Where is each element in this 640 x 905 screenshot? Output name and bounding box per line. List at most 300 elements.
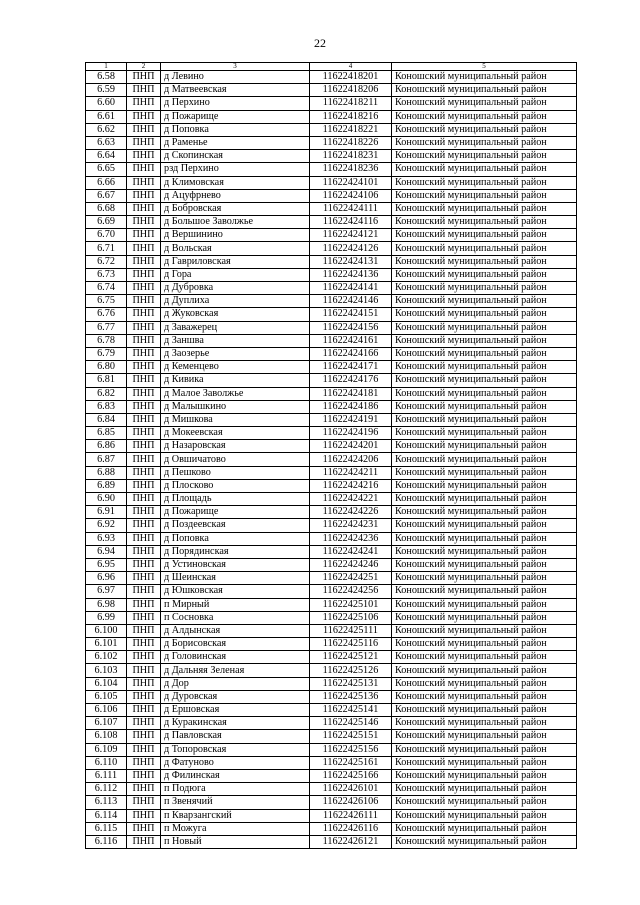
settlement-name-cell: д Перхино (161, 97, 310, 110)
row-number-cell: 6.89 (86, 479, 127, 492)
oktmo-code-cell: 11622424106 (310, 189, 392, 202)
settlement-type-code-cell: ПНП (127, 796, 161, 809)
settlement-name-cell: п Мирный (161, 598, 310, 611)
table-row (86, 282, 577, 295)
settlement-name-cell: рзд Перхино (161, 163, 310, 176)
row-number-cell: 6.114 (86, 809, 127, 822)
settlement-name-cell: д Дуровская (161, 690, 310, 703)
district-name-cell: Коношский муниципальный район (392, 163, 577, 176)
table-header (86, 63, 577, 71)
settlement-type-code-cell: ПНП (127, 202, 161, 215)
header-col-2: 2 (127, 63, 161, 71)
district-name-cell: Коношский муниципальный район (392, 387, 577, 400)
district-name-cell: Коношский муниципальный район (392, 796, 577, 809)
row-number-cell: 6.81 (86, 374, 127, 387)
settlement-type-code-cell: ПНП (127, 136, 161, 149)
settlement-type-code-cell: ПНП (127, 690, 161, 703)
row-number-cell: 6.113 (86, 796, 127, 809)
oktmo-code-cell: 11622425101 (310, 598, 392, 611)
oktmo-code-cell: 11622424256 (310, 585, 392, 598)
settlement-type-code-cell: ПНП (127, 97, 161, 110)
row-number-cell: 6.93 (86, 532, 127, 545)
district-name-cell: Коношский муниципальный район (392, 123, 577, 136)
table-row (86, 651, 577, 664)
row-number-cell: 6.96 (86, 572, 127, 585)
table-row (86, 427, 577, 440)
table-row (86, 216, 577, 229)
table-row (86, 202, 577, 215)
oktmo-code-cell: 11622425106 (310, 611, 392, 624)
oktmo-code-cell: 11622425161 (310, 756, 392, 769)
row-number-cell: 6.94 (86, 545, 127, 558)
settlement-type-code-cell: ПНП (127, 598, 161, 611)
header-col-3: 3 (161, 63, 310, 71)
table-row (86, 835, 577, 848)
district-name-cell: Коношский муниципальный район (392, 189, 577, 202)
row-number-cell: 6.97 (86, 585, 127, 598)
row-number-cell: 6.111 (86, 769, 127, 782)
settlement-name-cell: д Левино (161, 71, 310, 84)
table-row (86, 361, 577, 374)
district-name-cell: Коношский муниципальный район (392, 216, 577, 229)
settlement-name-cell: д Павловская (161, 730, 310, 743)
oktmo-code-cell: 11622418226 (310, 136, 392, 149)
settlement-name-cell: д Вершинино (161, 229, 310, 242)
settlement-type-code-cell: ПНП (127, 71, 161, 84)
table-row (86, 717, 577, 730)
settlement-type-code-cell: ПНП (127, 769, 161, 782)
row-number-cell: 6.107 (86, 717, 127, 730)
district-name-cell: Коношский муниципальный район (392, 493, 577, 506)
table-row (86, 110, 577, 123)
table-row (86, 677, 577, 690)
row-number-cell: 6.99 (86, 611, 127, 624)
table-row (86, 176, 577, 189)
settlement-type-code-cell: ПНП (127, 268, 161, 281)
table-row (86, 506, 577, 519)
row-number-cell: 6.105 (86, 690, 127, 703)
settlement-name-cell: д Малышкино (161, 400, 310, 413)
settlement-type-code-cell: ПНП (127, 704, 161, 717)
settlement-type-code-cell: ПНП (127, 809, 161, 822)
settlement-name-cell: д Большое Заволжье (161, 216, 310, 229)
settlement-type-code-cell: ПНП (127, 664, 161, 677)
header-col-4: 4 (310, 63, 392, 71)
settlement-name-cell: д Кивика (161, 374, 310, 387)
district-name-cell: Коношский муниципальный район (392, 321, 577, 334)
settlement-type-code-cell: ПНП (127, 677, 161, 690)
settlement-name-cell: п Новый (161, 835, 310, 848)
settlement-type-code-cell: ПНП (127, 189, 161, 202)
row-number-cell: 6.84 (86, 413, 127, 426)
settlement-type-code-cell: ПНП (127, 374, 161, 387)
table-row (86, 123, 577, 136)
district-name-cell: Коношский муниципальный район (392, 677, 577, 690)
district-name-cell: Коношский муниципальный район (392, 427, 577, 440)
settlement-type-code-cell: ПНП (127, 519, 161, 532)
oktmo-code-cell: 11622418206 (310, 84, 392, 97)
settlement-type-code-cell: ПНП (127, 163, 161, 176)
oktmo-code-cell: 11622418211 (310, 97, 392, 110)
settlement-type-code-cell: ПНП (127, 835, 161, 848)
settlement-name-cell: д Площадь (161, 493, 310, 506)
oktmo-code-cell: 11622424196 (310, 427, 392, 440)
settlement-name-cell: д Малое Заволжье (161, 387, 310, 400)
district-name-cell: Коношский муниципальный район (392, 202, 577, 215)
oktmo-code-cell: 11622424121 (310, 229, 392, 242)
table-row (86, 229, 577, 242)
row-number-cell: 6.112 (86, 783, 127, 796)
oktmo-code-cell: 11622424186 (310, 400, 392, 413)
district-name-cell: Коношский муниципальный район (392, 347, 577, 360)
table-row (86, 572, 577, 585)
settlement-name-cell: д Поздеевская (161, 519, 310, 532)
oktmo-code-cell: 11622425126 (310, 664, 392, 677)
table-row (86, 163, 577, 176)
settlement-name-cell: д Плосково (161, 479, 310, 492)
table-row (86, 150, 577, 163)
settlement-type-code-cell: ПНП (127, 361, 161, 374)
settlement-name-cell: д Назаровская (161, 440, 310, 453)
settlement-type-code-cell: ПНП (127, 150, 161, 163)
settlement-name-cell: д Топоровская (161, 743, 310, 756)
oktmo-code-cell: 11622424251 (310, 572, 392, 585)
settlement-type-code-cell: ПНП (127, 84, 161, 97)
district-name-cell: Коношский муниципальный район (392, 413, 577, 426)
row-number-cell: 6.88 (86, 466, 127, 479)
table-row (86, 690, 577, 703)
row-number-cell: 6.64 (86, 150, 127, 163)
oktmo-code-cell: 11622424181 (310, 387, 392, 400)
district-name-cell: Коношский муниципальный район (392, 822, 577, 835)
oktmo-code-cell: 11622426101 (310, 783, 392, 796)
settlement-name-cell: д Раменье (161, 136, 310, 149)
settlement-name-cell: д Ершовская (161, 704, 310, 717)
oktmo-code-cell: 11622425111 (310, 624, 392, 637)
header-row (86, 63, 577, 71)
district-name-cell: Коношский муниципальный район (392, 466, 577, 479)
settlement-name-cell: д Овшичатово (161, 453, 310, 466)
row-number-cell: 6.100 (86, 624, 127, 637)
oktmo-code-cell: 11622425146 (310, 717, 392, 730)
oktmo-code-cell: 11622424201 (310, 440, 392, 453)
row-number-cell: 6.65 (86, 163, 127, 176)
district-name-cell: Коношский муниципальный район (392, 453, 577, 466)
settlement-type-code-cell: ПНП (127, 506, 161, 519)
district-name-cell: Коношский муниципальный район (392, 717, 577, 730)
settlement-type-code-cell: ПНП (127, 110, 161, 123)
row-number-cell: 6.67 (86, 189, 127, 202)
district-name-cell: Коношский муниципальный район (392, 84, 577, 97)
table-row (86, 440, 577, 453)
table-row (86, 598, 577, 611)
oktmo-code-cell: 11622424206 (310, 453, 392, 466)
table-row (86, 479, 577, 492)
settlement-type-code-cell: ПНП (127, 783, 161, 796)
settlement-type-code-cell: ПНП (127, 440, 161, 453)
row-number-cell: 6.108 (86, 730, 127, 743)
oktmo-code-cell: 11622424156 (310, 321, 392, 334)
settlement-name-cell: д Борисовская (161, 638, 310, 651)
table-row (86, 374, 577, 387)
settlement-name-cell: д Дор (161, 677, 310, 690)
header-col-1: 1 (86, 63, 127, 71)
settlement-name-cell: д Бобровская (161, 202, 310, 215)
oktmo-code-cell: 11622424141 (310, 282, 392, 295)
district-name-cell: Коношский муниципальный район (392, 783, 577, 796)
row-number-cell: 6.63 (86, 136, 127, 149)
settlement-name-cell: д Дуплиха (161, 295, 310, 308)
table-row (86, 532, 577, 545)
district-name-cell: Коношский муниципальный район (392, 743, 577, 756)
oktmo-code-cell: 11622424136 (310, 268, 392, 281)
settlement-name-cell: д Фатуново (161, 756, 310, 769)
district-name-cell: Коношский муниципальный район (392, 611, 577, 624)
settlement-name-cell: д Вольская (161, 242, 310, 255)
table-row (86, 638, 577, 651)
district-name-cell: Коношский муниципальный район (392, 545, 577, 558)
row-number-cell: 6.61 (86, 110, 127, 123)
settlement-name-cell: д Заншва (161, 334, 310, 347)
settlement-type-code-cell: ПНП (127, 743, 161, 756)
settlement-type-code-cell: ПНП (127, 321, 161, 334)
table-row (86, 268, 577, 281)
district-name-cell: Коношский муниципальный район (392, 638, 577, 651)
table-row (86, 334, 577, 347)
row-number-cell: 6.106 (86, 704, 127, 717)
oktmo-code-cell: 11622425141 (310, 704, 392, 717)
oktmo-code-cell: 11622424166 (310, 347, 392, 360)
settlement-name-cell: д Заважерец (161, 321, 310, 334)
oktmo-code-cell: 11622424151 (310, 308, 392, 321)
table-row (86, 769, 577, 782)
settlement-name-cell: д Гавриловская (161, 255, 310, 268)
table-row (86, 664, 577, 677)
settlement-name-cell: д Устиновская (161, 558, 310, 571)
settlement-type-code-cell: ПНП (127, 572, 161, 585)
settlement-name-cell: д Матвеевская (161, 84, 310, 97)
row-number-cell: 6.109 (86, 743, 127, 756)
settlement-type-code-cell: ПНП (127, 493, 161, 506)
table-row (86, 822, 577, 835)
table-row (86, 558, 577, 571)
district-name-cell: Коношский муниципальный район (392, 624, 577, 637)
settlement-type-code-cell: ПНП (127, 466, 161, 479)
district-name-cell: Коношский муниципальный район (392, 308, 577, 321)
oktmo-code-cell: 11622426121 (310, 835, 392, 848)
settlement-type-code-cell: ПНП (127, 347, 161, 360)
table-row (86, 321, 577, 334)
settlement-type-code-cell: ПНП (127, 532, 161, 545)
settlement-name-cell: п Можуга (161, 822, 310, 835)
oktmo-code-cell: 11622426116 (310, 822, 392, 835)
row-number-cell: 6.101 (86, 638, 127, 651)
row-number-cell: 6.76 (86, 308, 127, 321)
settlement-type-code-cell: ПНП (127, 123, 161, 136)
oktmo-code-cell: 11622424221 (310, 493, 392, 506)
oktmo-code-cell: 11622424241 (310, 545, 392, 558)
oktmo-code-cell: 11622424161 (310, 334, 392, 347)
row-number-cell: 6.79 (86, 347, 127, 360)
row-number-cell: 6.75 (86, 295, 127, 308)
oktmo-code-cell: 11622425156 (310, 743, 392, 756)
row-number-cell: 6.68 (86, 202, 127, 215)
table-row (86, 413, 577, 426)
oktmo-code-cell: 11622424216 (310, 479, 392, 492)
district-name-cell: Коношский муниципальный район (392, 374, 577, 387)
row-number-cell: 6.72 (86, 255, 127, 268)
oktmo-code-cell: 11622426106 (310, 796, 392, 809)
table-row (86, 730, 577, 743)
table-row (86, 189, 577, 202)
district-name-cell: Коношский муниципальный район (392, 704, 577, 717)
settlement-type-code-cell: ПНП (127, 334, 161, 347)
settlement-type-code-cell: ПНП (127, 229, 161, 242)
oktmo-code-cell: 11622425121 (310, 651, 392, 664)
district-name-cell: Коношский муниципальный район (392, 400, 577, 413)
oktmo-code-cell: 11622425131 (310, 677, 392, 690)
district-name-cell: Коношский муниципальный район (392, 598, 577, 611)
settlement-name-cell: д Скопинская (161, 150, 310, 163)
district-name-cell: Коношский муниципальный район (392, 295, 577, 308)
oktmo-code-cell: 11622424231 (310, 519, 392, 532)
settlement-type-code-cell: ПНП (127, 479, 161, 492)
settlement-name-cell: д Кеменцево (161, 361, 310, 374)
row-number-cell: 6.115 (86, 822, 127, 835)
settlement-name-cell: д Шеинская (161, 572, 310, 585)
table-row (86, 611, 577, 624)
table-row (86, 347, 577, 360)
row-number-cell: 6.74 (86, 282, 127, 295)
row-number-cell: 6.62 (86, 123, 127, 136)
table-row (86, 453, 577, 466)
row-number-cell: 6.58 (86, 71, 127, 84)
table-row (86, 493, 577, 506)
settlement-type-code-cell: ПНП (127, 651, 161, 664)
settlements-table (85, 62, 577, 849)
settlement-name-cell: д Филинская (161, 769, 310, 782)
oktmo-code-cell: 11622418216 (310, 110, 392, 123)
settlement-type-code-cell: ПНП (127, 282, 161, 295)
oktmo-code-cell: 11622425151 (310, 730, 392, 743)
settlement-name-cell: п Кварзангский (161, 809, 310, 822)
settlement-type-code-cell: ПНП (127, 756, 161, 769)
row-number-cell: 6.91 (86, 506, 127, 519)
settlement-type-code-cell: ПНП (127, 242, 161, 255)
oktmo-code-cell: 11622425116 (310, 638, 392, 651)
settlement-type-code-cell: ПНП (127, 387, 161, 400)
row-number-cell: 6.82 (86, 387, 127, 400)
table-row (86, 308, 577, 321)
district-name-cell: Коношский муниципальный район (392, 730, 577, 743)
table-row (86, 743, 577, 756)
table-body (86, 71, 577, 849)
district-name-cell: Коношский муниципальный район (392, 479, 577, 492)
oktmo-code-cell: 11622426111 (310, 809, 392, 822)
settlement-type-code-cell: ПНП (127, 624, 161, 637)
district-name-cell: Коношский муниципальный район (392, 255, 577, 268)
row-number-cell: 6.80 (86, 361, 127, 374)
settlement-name-cell: д Куракинская (161, 717, 310, 730)
settlement-name-cell: д Мокеевская (161, 427, 310, 440)
oktmo-code-cell: 11622418201 (310, 71, 392, 84)
oktmo-code-cell: 11622425166 (310, 769, 392, 782)
district-name-cell: Коношский муниципальный район (392, 651, 577, 664)
district-name-cell: Коношский муниципальный район (392, 756, 577, 769)
row-number-cell: 6.69 (86, 216, 127, 229)
settlement-type-code-cell: ПНП (127, 308, 161, 321)
settlement-name-cell: д Поповка (161, 123, 310, 136)
table-row (86, 97, 577, 110)
settlement-name-cell: д Поповка (161, 532, 310, 545)
district-name-cell: Коношский муниципальный район (392, 809, 577, 822)
settlement-type-code-cell: ПНП (127, 822, 161, 835)
settlement-type-code-cell: ПНП (127, 295, 161, 308)
settlement-name-cell: д Климовская (161, 176, 310, 189)
settlement-type-code-cell: ПНП (127, 638, 161, 651)
table-row (86, 783, 577, 796)
oktmo-code-cell: 11622424246 (310, 558, 392, 571)
oktmo-code-cell: 11622424176 (310, 374, 392, 387)
header-col-5: 5 (392, 63, 577, 71)
settlement-name-cell: д Дубровка (161, 282, 310, 295)
settlement-type-code-cell: ПНП (127, 255, 161, 268)
settlement-type-code-cell: ПНП (127, 427, 161, 440)
row-number-cell: 6.73 (86, 268, 127, 281)
oktmo-code-cell: 11622418236 (310, 163, 392, 176)
row-number-cell: 6.87 (86, 453, 127, 466)
district-name-cell: Коношский муниципальный район (392, 97, 577, 110)
oktmo-code-cell: 11622424211 (310, 466, 392, 479)
settlement-type-code-cell: ПНП (127, 545, 161, 558)
table-row (86, 84, 577, 97)
district-name-cell: Коношский муниципальный район (392, 71, 577, 84)
row-number-cell: 6.102 (86, 651, 127, 664)
district-name-cell: Коношский муниципальный район (392, 835, 577, 848)
district-name-cell: Коношский муниципальный район (392, 532, 577, 545)
settlement-name-cell: п Подюга (161, 783, 310, 796)
district-name-cell: Коношский муниципальный район (392, 150, 577, 163)
table-row (86, 136, 577, 149)
table-row (86, 796, 577, 809)
district-name-cell: Коношский муниципальный район (392, 690, 577, 703)
row-number-cell: 6.77 (86, 321, 127, 334)
oktmo-code-cell: 11622424131 (310, 255, 392, 268)
settlement-name-cell: д Жуковская (161, 308, 310, 321)
row-number-cell: 6.104 (86, 677, 127, 690)
district-name-cell: Коношский муниципальный район (392, 282, 577, 295)
district-name-cell: Коношский муниципальный район (392, 334, 577, 347)
table-row (86, 387, 577, 400)
settlement-type-code-cell: ПНП (127, 585, 161, 598)
row-number-cell: 6.98 (86, 598, 127, 611)
settlement-type-code-cell: ПНП (127, 413, 161, 426)
settlement-name-cell: п Сосновка (161, 611, 310, 624)
oktmo-code-cell: 11622424111 (310, 202, 392, 215)
row-number-cell: 6.116 (86, 835, 127, 848)
table-row (86, 585, 577, 598)
settlement-name-cell: д Алдынская (161, 624, 310, 637)
settlement-name-cell: д Гора (161, 268, 310, 281)
oktmo-code-cell: 11622424126 (310, 242, 392, 255)
district-name-cell: Коношский муниципальный район (392, 136, 577, 149)
page-number: 22 (314, 36, 326, 50)
table-row (86, 519, 577, 532)
table-row (86, 545, 577, 558)
oktmo-code-cell: 11622418231 (310, 150, 392, 163)
settlement-name-cell: д Пожарище (161, 506, 310, 519)
settlement-type-code-cell: ПНП (127, 453, 161, 466)
